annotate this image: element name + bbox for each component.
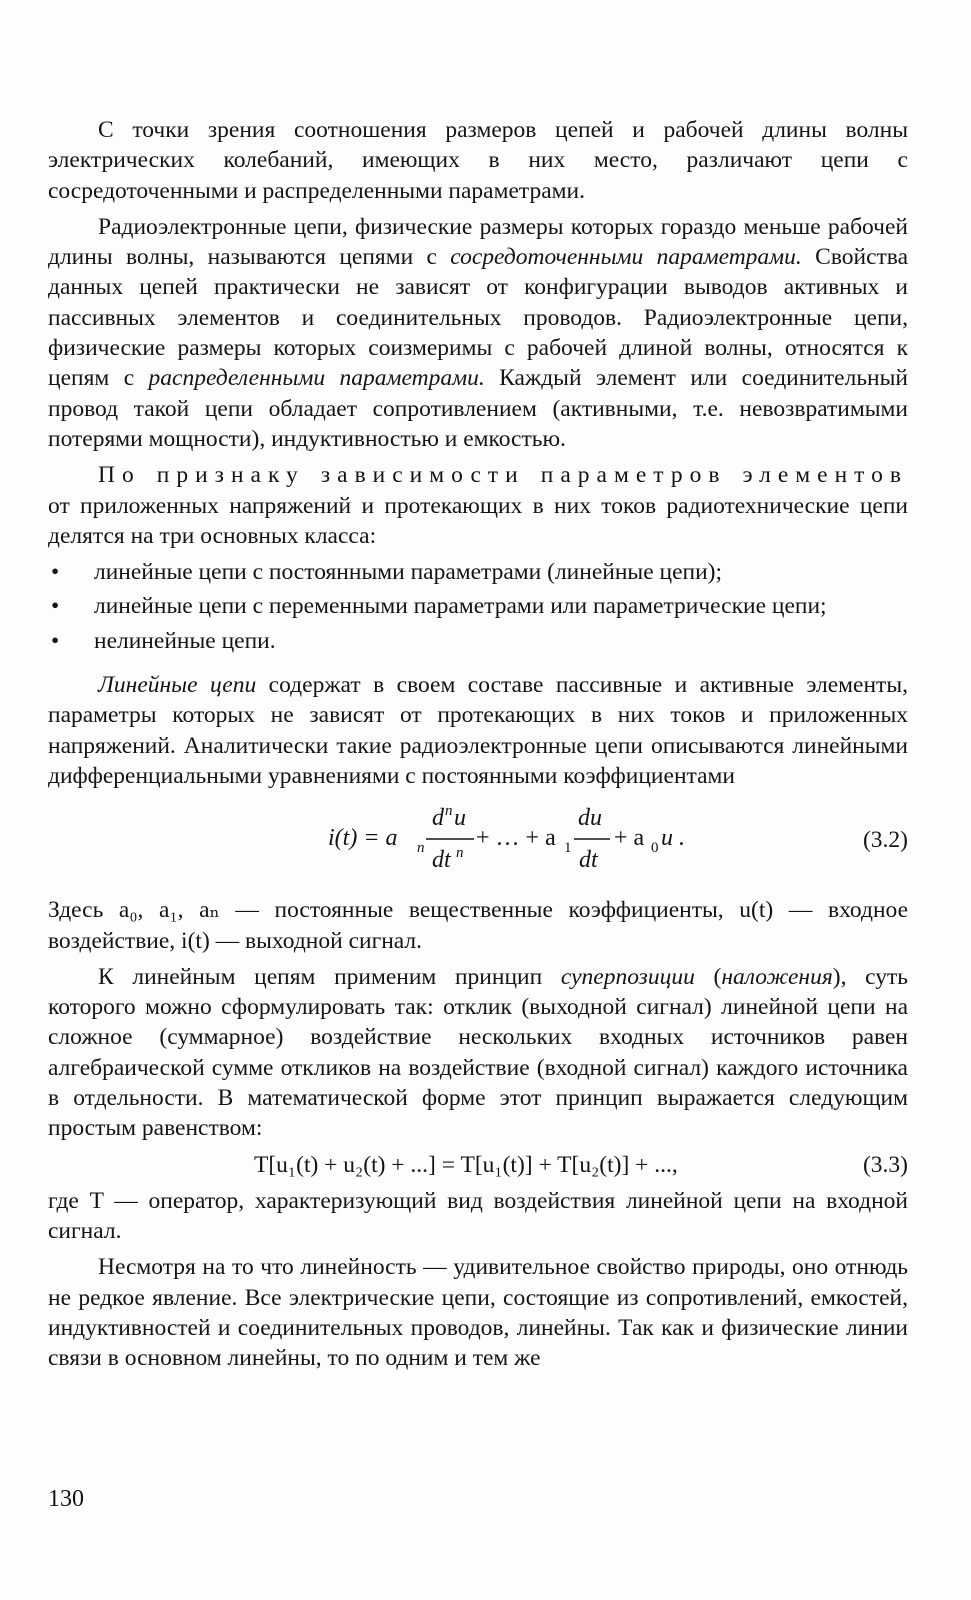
eq-sub-n: n: [417, 840, 425, 857]
term-distributed-parameters: распределенными параметрами.: [148, 365, 485, 392]
paragraph-text: К линейным цепям применим принцип: [98, 963, 561, 990]
paragraph-text: (: [694, 963, 722, 990]
eq-num2: du: [578, 805, 602, 832]
page-body: [48, 115, 908, 1379]
circuit-class-list: [48, 557, 908, 656]
paragraph-text: ), суть которого можно сформулировать так: отклик (выходной сигнал) линейной цепи на сложное (суммарное) воздействие нескольких входных источников равен алгебраической сумме откликов на воздействие (входной сигнал) каждого источника в отдельности. В математической форме этот принцип выражается следующим простым равенством:: [48, 963, 908, 1142]
eq-num1-var: u: [454, 805, 466, 832]
term-lumped-parameters: сосредоточенными параметрами.: [450, 244, 802, 271]
term-superposition: суперпозиции: [560, 963, 695, 990]
equation-3-2: [48, 797, 908, 889]
paragraph-lumped-distributed: [48, 212, 908, 454]
eq-num1-d: d: [432, 805, 444, 832]
paragraph-text: от приложенных напряжений и протекающих в них токов радиотехнические цепи делятся на три основных класса:: [48, 492, 908, 549]
page-number: 130: [48, 1486, 84, 1512]
paragraph-text: содержат в своем составе пассивные и активные элементы, параметры которых не зависят от протекающих в них токов и приложенных напряжений. Аналитически такие радиоэлектронные цепи описываются линейными дифференциальными уравнениями с постоянными коэффициентами: [48, 672, 908, 789]
eq-tail-var: u .: [661, 825, 685, 852]
paragraph-coefficients: Здесь a₀, a₁, aₙ — постоянные вещественные коэффициенты, u(t) — входное воздействие, i(t) — выходной сигнал.: [48, 897, 908, 954]
paragraph-superposition: [48, 962, 908, 1144]
eq-lhs: i(t) = a: [328, 825, 398, 852]
paragraph-operator: где T — оператор, характеризующий вид воздействия линейной цепи на входной сигнал.: [48, 1187, 908, 1244]
equation-3-3: [48, 1150, 908, 1184]
paragraph-classification: [48, 460, 908, 551]
equation-number: (3.2): [862, 827, 908, 854]
list-item: • линейные цепи с переменными параметрами или параметрические цепи;: [48, 591, 908, 621]
term-overlay: наложения: [721, 963, 833, 990]
paragraph-intro: С точки зрения соотношения размеров цепей и рабочей длины волны электрических колебаний, имеющих в них место, различают цепи с сосредоточенными и распределенными параметрами.: [48, 117, 908, 204]
equation-3-3-formula: T[u₁(t) + u₂(t) + ...] = T[u₁(t)] + T[u₂(t)] + ...,: [254, 1151, 678, 1178]
paragraph-text: Радиоэлектронные цепи, физические размеры которых гораздо меньше рабочей длины волны, называются цепями с: [48, 213, 908, 271]
eq-den1: dt: [432, 847, 451, 874]
paragraph-text: Каждый элемент или соединительный провод такой цепи обладает сопротивлением (активными, т.е. невозвратимыми потерями мощности), индуктивностью и емкостью.: [48, 365, 908, 452]
paragraph-linearity: Несмотря на то что линейность — удивительное свойство природы, оно отнюдь не редкое явление. Все электрические цепи, состоящие из сопротивлений, емкостей, индуктивностей и соединительных проводов, линейны. Так как и физические линии связи в основном линейны, то по одним и тем же: [48, 1254, 908, 1372]
eq-den1-sup: n: [456, 845, 464, 862]
eq-tail: + a: [614, 825, 645, 852]
equation-3-2-formula: [328, 797, 748, 889]
eq-den2: dt: [579, 847, 598, 874]
term-linear-circuits: Линейные цепи: [98, 672, 257, 699]
list-item: • нелинейные цепи.: [48, 626, 908, 656]
paragraph-linear-circuits: [48, 670, 908, 791]
spaced-emphasis: По признаку зависимости параметров элементов: [98, 462, 908, 489]
equation-number: (3.3): [862, 1151, 908, 1178]
eq-sub-0: 0: [651, 840, 659, 857]
paragraph-text: Свойства данных цепей практически не зависят от конфигурации выводов активных и пассивных элементов и соединительных проводов. Радиоэлектронные цепи, физические размеры которых соизмеримы с рабочей длиной волны, относятся к цепям с: [48, 244, 909, 392]
eq-mid: + … + a: [476, 825, 556, 852]
eq-sub-1: 1: [564, 840, 572, 857]
eq-num1-sup: n: [445, 803, 453, 820]
list-item: • линейные цепи с постоянными параметрами (линейные цепи);: [48, 557, 908, 587]
